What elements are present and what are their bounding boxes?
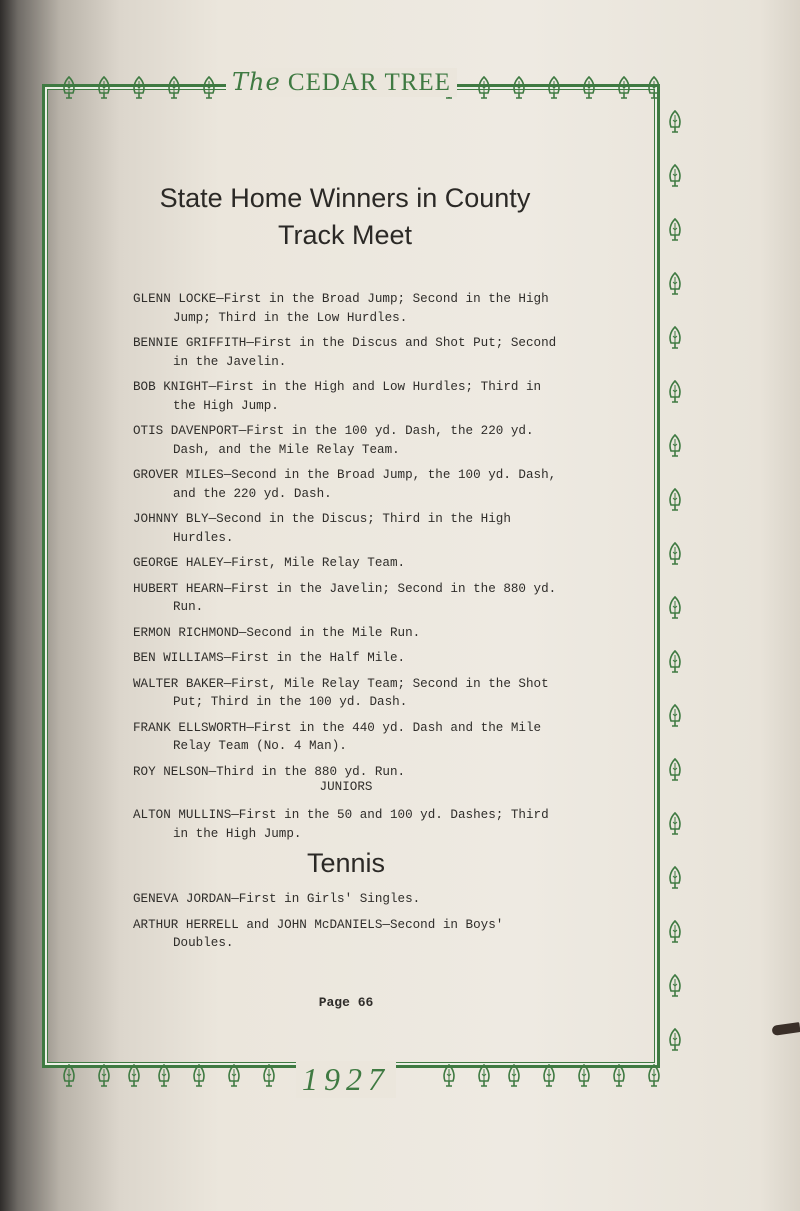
list-item: ARTHUR HERRELL and JOHN McDANIELS—Second in Boys' Doubles.	[133, 917, 504, 950]
tree-icon	[666, 758, 684, 782]
tree-icon	[666, 488, 684, 512]
list-item: ERMON RICHMOND—Second in the Mile Run.	[133, 625, 421, 640]
page-title-line1: State Home Winners in County	[159, 183, 531, 213]
tree-icon	[580, 76, 598, 100]
page-number: Page 66	[318, 995, 374, 1010]
tree-icon	[545, 76, 563, 100]
list-item: GENEVA JORDAN—First in Girls' Singles.	[133, 892, 421, 906]
header-title	[226, 68, 457, 97]
list-item: ALTON MULLINS—First in the 50 and 100 yd. Dashes; Third in the High Jump.	[133, 808, 549, 841]
list-item: BEN WILLIAMS—First in the Half Mile.	[133, 651, 406, 665]
tree-icon	[666, 704, 684, 728]
footer-year: 1927	[296, 1061, 396, 1098]
tree-icon	[125, 1064, 143, 1088]
tree-icon	[666, 326, 684, 350]
winners-list	[133, 290, 565, 788]
page-title	[130, 180, 560, 254]
list-item: HUBERT HEARN—First in the Javelin; Second in the 880 yd. Run.	[133, 581, 557, 614]
tree-icon	[666, 650, 684, 674]
tennis-heading: Tennis	[306, 848, 386, 878]
tree-icon	[666, 218, 684, 242]
list-item: BOB KNIGHT—First in the High and Low Hurdles; Third in the High Jump.	[133, 380, 542, 413]
tree-icon	[666, 812, 684, 836]
tree-icon	[225, 1064, 243, 1088]
tree-icon	[260, 1064, 278, 1088]
list-item: FRANK ELLSWORTH—First in the 440 yd. Dash and the Mile Relay Team (No. 4 Man).	[133, 720, 542, 753]
list-item: GLENN LOCKE—First in the Broad Jump; Second in the High Jump; Third in the Low Hurdles.	[133, 292, 549, 325]
tree-icon	[666, 164, 684, 188]
tree-icon	[190, 1064, 208, 1088]
tree-icon	[666, 1028, 684, 1052]
list-item: WALTER BAKER—First, Mile Relay Team; Second in the Shot Put; Third in the 100 yd. Dash.	[133, 676, 549, 709]
tennis-list	[133, 890, 565, 960]
tree-icon	[666, 866, 684, 890]
tree-icon	[95, 76, 113, 100]
tree-icon	[666, 596, 684, 620]
list-item: JOHNNY BLY—Second in the Discus; Third in the High Hurdles.	[133, 512, 511, 545]
list-item: GEORGE HALEY—First, Mile Relay Team.	[133, 556, 406, 570]
tree-icon	[666, 974, 684, 998]
tree-icon	[510, 76, 528, 100]
tree-icon	[440, 1064, 458, 1088]
tree-icon	[610, 1064, 628, 1088]
tree-icon	[666, 110, 684, 134]
tree-icon	[95, 1064, 113, 1088]
page-title-line2: Track Meet	[277, 220, 413, 250]
tree-icon	[475, 76, 493, 100]
tree-icon	[505, 1064, 523, 1088]
tree-icon	[155, 1064, 173, 1088]
tree-icon	[666, 920, 684, 944]
tree-icon	[666, 380, 684, 404]
tree-icon	[200, 76, 218, 100]
tree-icon	[666, 542, 684, 566]
tree-icon	[666, 434, 684, 458]
tree-icon	[615, 76, 633, 100]
tree-icon	[165, 76, 183, 100]
juniors-heading: JUNIORS	[319, 780, 373, 794]
tree-icon	[475, 1064, 493, 1088]
list-item: BENNIE GRIFFITH—First in the Discus and Shot Put; Second in the Javelin.	[133, 336, 557, 369]
tree-icon	[130, 76, 148, 100]
tree-icon	[645, 76, 663, 100]
tree-icon	[60, 1064, 78, 1088]
header-cedar-tree: CEDAR TREE	[287, 69, 451, 96]
tree-icon	[666, 272, 684, 296]
list-item: GROVER MILES—Second in the Broad Jump, the 100 yd. Dash, and the 220 yd. Dash.	[133, 468, 557, 501]
juniors-list	[133, 806, 565, 850]
header-the: The	[232, 68, 281, 96]
tree-icon	[575, 1064, 593, 1088]
list-item: ROY NELSON—Third in the 880 yd. Run.	[133, 764, 406, 779]
tree-icon	[540, 1064, 558, 1088]
tree-icon	[60, 76, 78, 100]
list-item: OTIS DAVENPORT—First in the 100 yd. Dash, the 220 yd. Dash, and the Mile Relay Team.	[133, 424, 534, 457]
tree-icon	[645, 1064, 663, 1088]
